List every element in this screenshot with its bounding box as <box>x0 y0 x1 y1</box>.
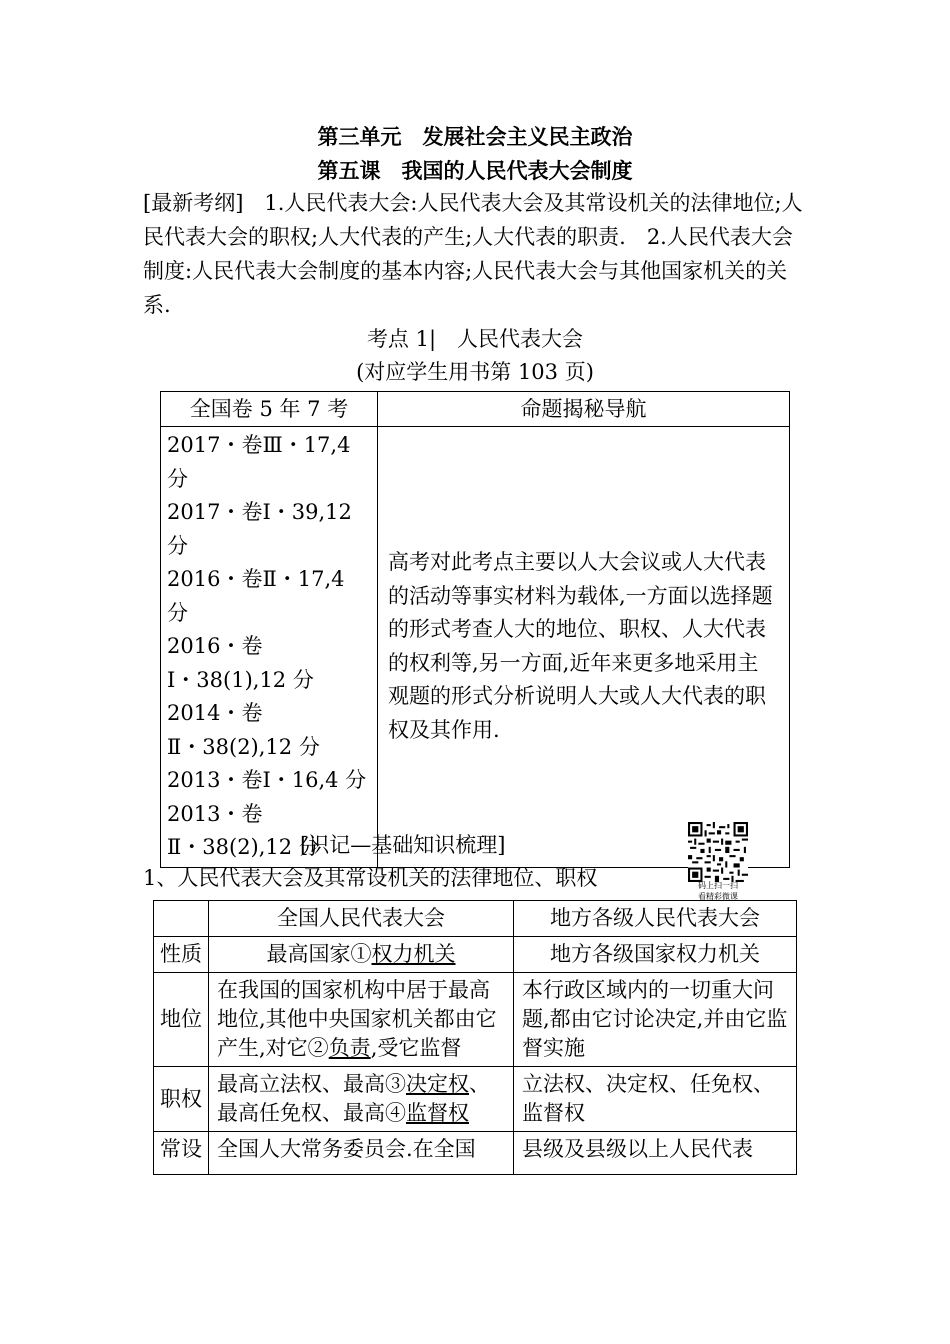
powers-national-cell <box>209 1067 514 1132</box>
status-national-cell <box>209 973 514 1067</box>
exam-year-line: 分 <box>167 533 188 558</box>
qr-caption <box>684 880 752 902</box>
exam-year-line: Ⅱ・38(2),12 分 <box>167 835 320 859</box>
col-header-national: 全国人民代表大会 <box>209 901 514 937</box>
exam-year-line: 2013・卷Ⅰ・16,4 分 <box>167 768 367 792</box>
exam-year-line: 2014・卷 <box>167 701 263 725</box>
col-header-local: 地方各级人民代表大会 <box>514 901 797 937</box>
topic-page-ref: (对应学生用书第 103 页) <box>356 360 594 384</box>
blank-answer-3: 决定权 <box>406 1072 469 1096</box>
lesson-title: 第五课 我国的人民代表大会制度 <box>317 159 633 183</box>
row-label-standing: 常设 <box>154 1132 209 1175</box>
blank-answer-1: 权力机关 <box>371 942 456 966</box>
powers-national-text: 最高立法权、最高③ <box>217 1072 406 1096</box>
exam-year-line: 2017・卷Ⅰ・39,12 <box>167 500 352 524</box>
compare-table <box>153 900 797 1175</box>
exam-table-header-count: 全国卷 5 年 7 考 <box>161 392 378 427</box>
nature-national-text: 最高国家① <box>266 942 372 966</box>
exam-year-line: 2016・卷Ⅱ・17,4 分 <box>167 567 345 625</box>
row-label-status: 地位 <box>154 973 209 1067</box>
row-label-powers: 职权 <box>154 1067 209 1132</box>
exam-year-line: Ⅰ・38(1),12 分 <box>167 667 314 692</box>
exam-table-header-guide: 命题揭秘导航 <box>378 392 790 427</box>
standing-national-cell: 全国人大常务委员会.在全国 <box>209 1132 514 1175</box>
exam-stats-table <box>160 391 790 868</box>
exam-year-line: 2013・卷 <box>167 801 263 826</box>
exam-year-line: 2016・卷 <box>167 634 263 658</box>
exam-year-line: Ⅱ・38(2),12 分 <box>167 734 320 759</box>
status-national-text-end: ,受它监督 <box>370 1036 462 1060</box>
section-heading: 1、人民代表大会及其常设机关的法律地位、职权 <box>143 866 598 890</box>
unit-title: 第三单元 发展社会主义民主政治 <box>317 125 633 149</box>
exam-guide-cell: 高考对此考点主要以人大会议或人大代表的活动等事实材料为载体,一方面以选择题的形式考查人大的地位、职权、人大代表的权利等,另一方面,近年来更多地采用主观题的形式分析说明人大或人大代表的职权及其作用. <box>378 427 790 868</box>
qr-caption-line: 看精彩微课 <box>698 892 738 901</box>
blank-answer-2: 负责 <box>328 1036 371 1060</box>
topic-title: 考点 1| 人民代表大会 <box>366 327 584 351</box>
row-label-nature: 性质 <box>154 937 209 973</box>
blank-answer-4: 监督权 <box>406 1101 469 1125</box>
nature-local-cell: 地方各级国家权力机关 <box>514 937 797 973</box>
status-national-text: 在我国的国家机构中居于最高地位,其他中央国家机关都由它产生,对它② <box>217 978 497 1060</box>
status-local-cell: 本行政区域内的一切重大问题,都由它讨论决定,并由它监督实施 <box>514 973 797 1067</box>
qr-caption-line: 码上扫一扫 <box>698 881 738 890</box>
standing-local-cell: 县级及县级以上人民代表 <box>514 1132 797 1175</box>
syllabus-paragraph: [最新考纲] 1.人民代表大会:人民代表大会及其常设机关的法律地位;人民代表大会的职权;人大代表的产生;人大代表的职责. 2.人民代表大会制度:人民代表大会制度的基本内容;人民代表大会与其他国家机关的关系. <box>143 191 803 317</box>
exam-year-line: 2017・卷Ⅲ・17,4 分 <box>167 433 351 491</box>
nature-national-cell <box>209 937 514 973</box>
powers-national-text-mid: 、最高任免权、最高④ <box>217 1072 490 1125</box>
qr-code-icon[interactable] <box>688 822 748 882</box>
powers-local-cell: 立法权、决定权、任免权、监督权 <box>514 1067 797 1132</box>
section-title: [识记—基础知识梳理] <box>300 833 506 857</box>
corner-cell <box>154 901 209 937</box>
exam-years-cell <box>161 427 378 868</box>
